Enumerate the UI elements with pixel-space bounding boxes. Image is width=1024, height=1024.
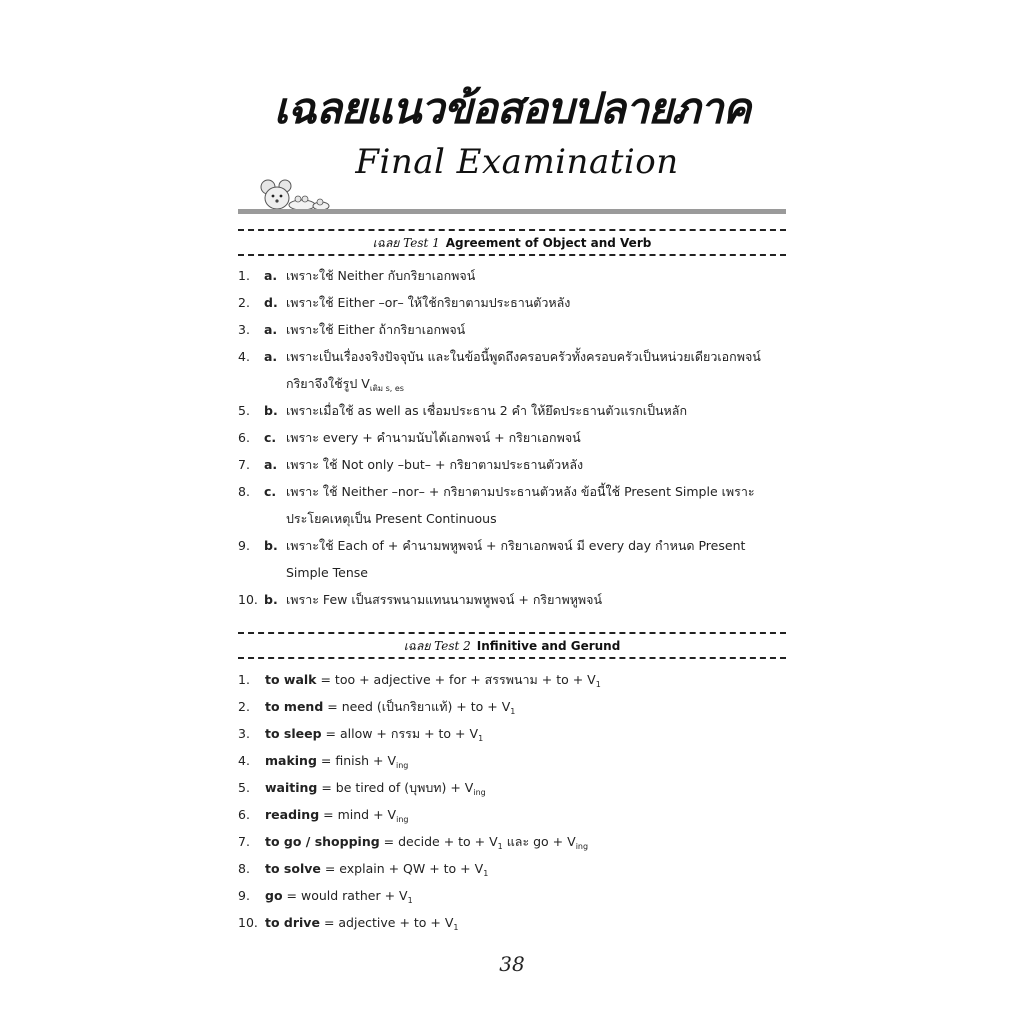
grammar-rule: = would rather + V	[286, 888, 408, 903]
answer-letter: b.	[264, 538, 278, 553]
list-item	[238, 913, 798, 933]
dashed-divider	[238, 229, 786, 231]
answer-line: to go / shopping = decide + to + $V_1$ และ go + $V_{ing}$	[265, 834, 589, 851]
grammar-rule: = explain + QW + to + V	[324, 861, 484, 876]
explanation-continued: Simple Tense	[286, 565, 368, 580]
item-number: 9.	[238, 888, 250, 903]
test2-label: เฉลย Test 2	[403, 639, 471, 653]
list-item	[238, 751, 798, 771]
explanation: เพราะ ใช้ Neither –nor– + กริยาตามประธานตัวหลัง ข้อนี้ใช้ Present Simple เพราะ	[286, 484, 755, 499]
answer-line: go = would rather + $V_1$	[265, 888, 413, 905]
explanation: เพราะ Few เป็นสรรพนามแทนนามพหูพจน์ + กริยาพหูพจน์	[286, 592, 603, 607]
list-item	[238, 778, 798, 798]
explanation: เพราะ every + คำนามนับได้เอกพจน์ + กริยาเอกพจน์	[286, 430, 581, 445]
grammar-rule: = finish + V	[320, 753, 397, 768]
item-number: 7.	[238, 834, 250, 849]
explanation: เพราะใช้ Either ถ้ากริยาเอกพจน์	[286, 322, 466, 337]
explanation: เพราะ ใช้ Not only –but– + กริยาตามประธานตัวหลัง	[286, 457, 584, 472]
list-item-continuation	[238, 374, 798, 394]
item-number: 6.	[238, 430, 250, 445]
answer-word: to mend	[265, 699, 324, 714]
explanation: เพราะใช้ Neither กับกริยาเอกพจน์	[286, 268, 476, 283]
list-item	[238, 859, 798, 879]
grammar-rule: = adjective + to + V	[323, 915, 454, 930]
test2-heading	[238, 637, 786, 656]
item-number: 3.	[238, 726, 250, 741]
answer-letter: a.	[264, 268, 278, 283]
answer-line: making = finish + $V_{ing}$	[265, 753, 409, 770]
answer-word: to sleep	[265, 726, 322, 741]
answer-word: to go / shopping	[265, 834, 380, 849]
item-number: 6.	[238, 807, 250, 822]
list-item-continuation	[238, 563, 798, 583]
item-number: 3.	[238, 322, 250, 337]
explanation: เพราะใช้ Either –or– ให้ใช้กริยาตามประธานตัวหลัง	[286, 295, 571, 310]
grammar-rule: = mind + V	[323, 807, 397, 822]
item-number: 10.	[238, 592, 258, 607]
dashed-divider	[238, 657, 786, 659]
answer-line: to solve = explain + QW + to + $V_1$	[265, 861, 489, 878]
answer-line: to sleep = allow + กรรม + to + $V_1$	[265, 726, 484, 743]
answer-letter: b.	[264, 592, 278, 607]
dashed-divider	[238, 632, 786, 634]
answer-word: to walk	[265, 672, 317, 687]
explanation-continued: ประโยคเหตุเป็น Present Continuous	[286, 511, 497, 526]
explanation: เพราะเป็นเรื่องจริงปัจจุบัน และในข้อนี้พูดถึงครอบครัวทั้งครอบครัวเป็นหน่วยเดียวเอกพจน์	[286, 349, 761, 364]
answer-letter: a.	[264, 457, 278, 472]
list-item	[238, 482, 798, 502]
item-number: 9.	[238, 538, 250, 553]
item-number: 1.	[238, 268, 250, 283]
list-item	[238, 886, 798, 906]
answer-word: to solve	[265, 861, 321, 876]
answer-letter: a.	[264, 322, 278, 337]
answer-line: to mend = need (เป็นกริยาแท้) + to + $V_1$	[265, 699, 516, 716]
item-number: 4.	[238, 349, 250, 364]
answer-letter: c.	[264, 430, 277, 445]
grammar-rule: = too + adjective + for + สรรพนาม + to + V	[320, 672, 596, 687]
list-item	[238, 536, 798, 556]
item-number: 7.	[238, 457, 250, 472]
header-divider-bar	[238, 209, 786, 214]
answer-letter: c.	[264, 484, 277, 499]
test2-title: Infinitive and Gerund	[476, 639, 621, 653]
list-item	[238, 320, 798, 340]
list-item	[238, 401, 798, 421]
list-item-continuation	[238, 509, 798, 529]
explanation: เพราะเมื่อใช้ as well as เชื่อมประธาน 2 คำ ให้ยึดประธานตัวแรกเป็นหลัก	[286, 403, 688, 418]
answer-word: making	[265, 753, 317, 768]
answer-letter: d.	[264, 295, 278, 310]
grammar-rule: = need (เป็นกริยาแท้) + to + V	[327, 699, 511, 714]
list-item	[238, 347, 798, 367]
answer-line: to walk = too + adjective + for + สรรพนาม + to + $V_1$	[265, 672, 601, 689]
list-item	[238, 832, 798, 852]
list-item	[238, 670, 798, 690]
list-item	[238, 590, 798, 610]
test1-label: เฉลย Test 1	[372, 236, 440, 250]
list-item	[238, 724, 798, 744]
answer-line: to drive = adjective + to + $V_1$	[265, 915, 459, 932]
grammar-rule: = allow + กรรม + to + V	[325, 726, 479, 741]
item-number: 10.	[238, 915, 258, 930]
item-number: 2.	[238, 699, 250, 714]
answer-word: waiting	[265, 780, 318, 795]
page-title-thai: เฉลยแนวข้อสอบปลายภาค	[273, 84, 751, 134]
grammar-rule: = be tired of (บุพบท) + V	[321, 780, 474, 795]
page-title-english: Final Examination	[355, 142, 679, 182]
list-item	[238, 455, 798, 475]
item-number: 4.	[238, 753, 250, 768]
item-number: 5.	[238, 780, 250, 795]
list-item	[238, 805, 798, 825]
test1-heading	[238, 234, 786, 253]
grammar-rule: = decide + to + V	[383, 834, 498, 849]
list-item	[238, 697, 798, 717]
item-number: 5.	[238, 403, 250, 418]
answer-letter: b.	[264, 403, 278, 418]
test1-title: Agreement of Object and Verb	[445, 236, 652, 250]
explanation-continued: กริยาจึงใช้รูป $V_{เติม s, es}$	[286, 376, 404, 393]
list-item	[238, 293, 798, 313]
dashed-divider	[238, 254, 786, 256]
page-number: 38	[499, 952, 525, 976]
grammar-rule-extra: และ go + V	[502, 834, 576, 849]
answer-word: go	[265, 888, 283, 903]
item-number: 8.	[238, 861, 250, 876]
item-number: 2.	[238, 295, 250, 310]
item-number: 8.	[238, 484, 250, 499]
item-number: 1.	[238, 672, 250, 687]
list-item	[238, 266, 798, 286]
answer-word: to drive	[265, 915, 320, 930]
list-item	[238, 428, 798, 448]
answer-letter: a.	[264, 349, 278, 364]
explanation: เพราะใช้ Each of + คำนามพหูพจน์ + กริยาเอกพจน์ มี every day กำหนด Present	[286, 538, 746, 553]
answer-line: reading = $\min d + V_{ing}$	[265, 807, 409, 824]
answer-word: reading	[265, 807, 320, 822]
answer-line: waiting = be tired of (บุพบท) + $V_{ing}$	[265, 780, 486, 797]
